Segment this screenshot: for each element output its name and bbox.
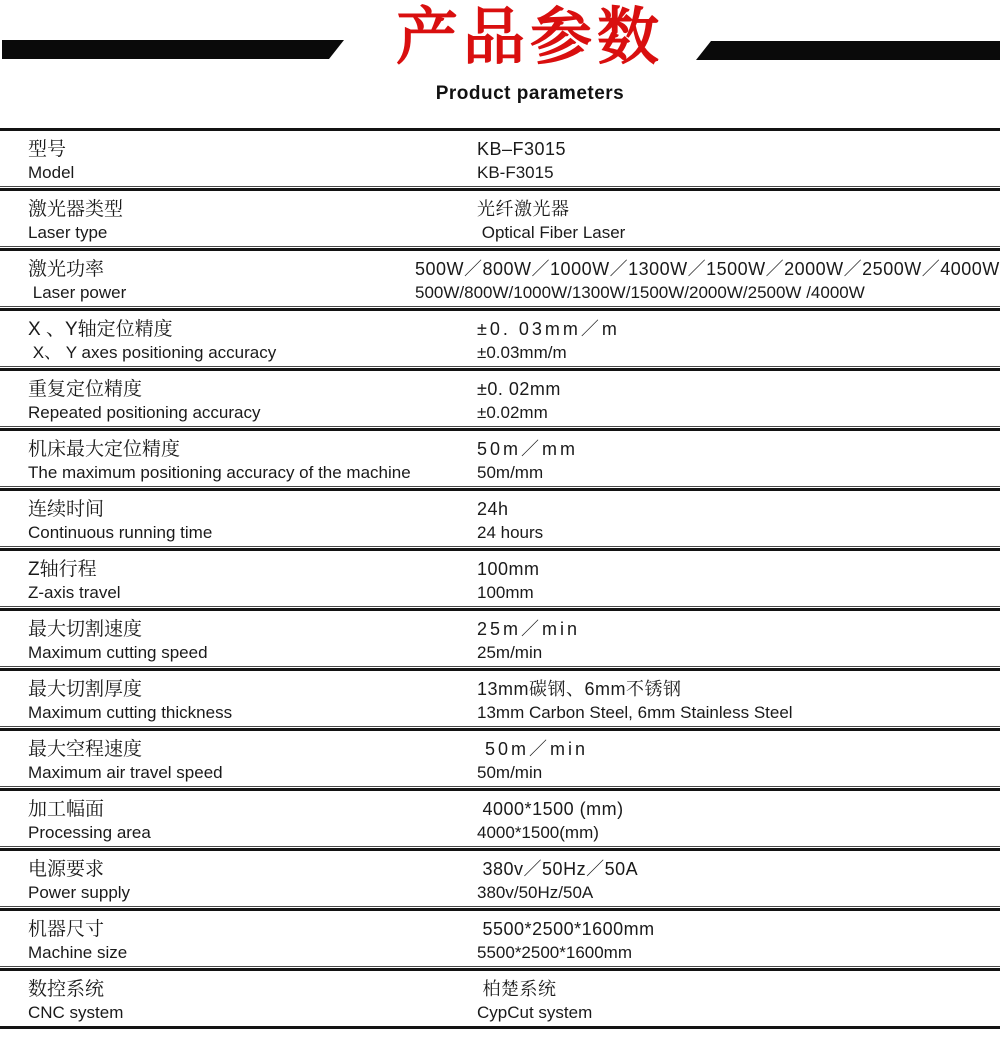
row-label-en: Maximum air travel speed bbox=[28, 763, 223, 782]
row-label-cn: 激光器类型 bbox=[28, 199, 124, 220]
row-label-cn: Z轴行程 bbox=[28, 559, 97, 580]
row-label-cn: 机器尺寸 bbox=[28, 919, 105, 940]
row-value-cn: 50m／mm bbox=[477, 439, 579, 459]
row-label-cn: 电源要求 bbox=[28, 859, 105, 880]
row-value-cell bbox=[415, 257, 1000, 304]
row-value-en: 13mm Carbon Steel, 6mm Stainless Steel bbox=[477, 703, 793, 722]
row-value-cell bbox=[477, 977, 1000, 1024]
row-value-en: 25m/min bbox=[477, 643, 543, 662]
row-label-en: Laser power bbox=[28, 283, 127, 302]
row-value-cn: ±0. 02mm bbox=[477, 379, 561, 399]
row-label-cell bbox=[28, 557, 477, 604]
row-value-cn: 500W／800W／1000W／1300W／1500W／2000W／2500W／4000W bbox=[415, 259, 1000, 279]
row-label-cell bbox=[28, 677, 477, 724]
row-value-cell bbox=[477, 437, 1000, 484]
row-value-cell bbox=[477, 797, 1000, 844]
table-row-power-supply bbox=[0, 851, 1000, 906]
row-value-cell bbox=[477, 137, 1000, 184]
row-value-en: ±0.03mm/m bbox=[477, 343, 567, 362]
row-value-en: 100mm bbox=[477, 583, 534, 602]
row-value-cn: 5500*2500*1600mm bbox=[477, 919, 655, 939]
row-label-en: X、 Y axes positioning accuracy bbox=[28, 343, 277, 362]
row-value-en: 4000*1500(mm) bbox=[477, 823, 599, 842]
row-value-cell bbox=[477, 197, 1000, 244]
row-label-en: Laser type bbox=[28, 223, 108, 242]
table-row-max-positioning-accuracy bbox=[0, 431, 1000, 486]
table-row-z-axis-travel bbox=[0, 551, 1000, 606]
row-value-en: KB-F3015 bbox=[477, 163, 554, 182]
row-value-cell bbox=[477, 857, 1000, 904]
row-label-cell bbox=[28, 437, 477, 484]
table-row-max-air-travel-speed bbox=[0, 731, 1000, 786]
row-label-cell bbox=[28, 917, 477, 964]
row-value-en: ±0.02mm bbox=[477, 403, 548, 422]
table-row-xy-positioning-accuracy bbox=[0, 311, 1000, 366]
row-label-cn: 最大切割速度 bbox=[28, 619, 143, 640]
row-label-cell bbox=[28, 377, 477, 424]
row-label-cell bbox=[28, 257, 477, 304]
row-value-cn: 50m／min bbox=[477, 739, 589, 759]
row-label-cell bbox=[28, 797, 477, 844]
row-label-cn: 型号 bbox=[28, 139, 67, 160]
row-value-cn: 光纤激光器 bbox=[477, 199, 570, 219]
row-value-cn: 100mm bbox=[477, 559, 540, 579]
row-label-cell bbox=[28, 977, 477, 1024]
row-label-cell bbox=[28, 737, 477, 784]
row-label-cn: 重复定位精度 bbox=[28, 379, 143, 400]
row-label-cell bbox=[28, 857, 477, 904]
page-header bbox=[0, 0, 1000, 128]
table-row-laser-power bbox=[0, 251, 1000, 306]
table-row-cnc-system bbox=[0, 971, 1000, 1026]
row-label-cn: 加工幅面 bbox=[28, 799, 105, 820]
row-label-cn: X 、Y轴定位精度 bbox=[28, 319, 173, 340]
row-value-cn: 24h bbox=[477, 499, 509, 519]
row-label-cell bbox=[28, 317, 477, 364]
row-label-en: Maximum cutting thickness bbox=[28, 703, 233, 722]
row-label-cell bbox=[28, 497, 477, 544]
row-value-cn: 4000*1500 (mm) bbox=[477, 799, 624, 819]
table-row-continuous-running-time bbox=[0, 491, 1000, 546]
row-value-cn: 25m／min bbox=[477, 619, 581, 639]
row-value-en: Optical Fiber Laser bbox=[477, 223, 626, 242]
row-value-cell bbox=[477, 377, 1000, 424]
row-label-cell bbox=[28, 197, 477, 244]
page-title-en: Product parameters bbox=[435, 83, 625, 104]
row-label-cn: 数控系统 bbox=[28, 979, 105, 1000]
row-label-cn: 激光功率 bbox=[28, 259, 105, 280]
row-value-cell bbox=[477, 317, 1000, 364]
row-label-en: Processing area bbox=[28, 823, 151, 842]
row-label-en: CNC system bbox=[28, 1003, 124, 1022]
row-label-en: Continuous running time bbox=[28, 523, 213, 542]
table-row-repeated-positioning-accuracy bbox=[0, 371, 1000, 426]
table-row-max-cutting-thickness bbox=[0, 671, 1000, 726]
row-label-cn: 最大空程速度 bbox=[28, 739, 143, 760]
row-label-en: The maximum positioning accuracy of the machine bbox=[28, 463, 411, 482]
row-value-en: 380v/50Hz/50A bbox=[477, 883, 594, 902]
table-row-machine-size bbox=[0, 911, 1000, 966]
row-value-cn: 380v／50Hz／50A bbox=[477, 859, 639, 879]
row-value-cn: KB–F3015 bbox=[477, 139, 567, 159]
row-value-en: 50m/min bbox=[477, 763, 543, 782]
row-value-cell bbox=[477, 737, 1000, 784]
table-row-max-cutting-speed bbox=[0, 611, 1000, 666]
row-label-cn: 机床最大定位精度 bbox=[28, 439, 181, 460]
row-label-en: Repeated positioning accuracy bbox=[28, 403, 261, 422]
row-label-cn: 连续时间 bbox=[28, 499, 105, 520]
table-row-processing-area bbox=[0, 791, 1000, 846]
row-label-en: Model bbox=[28, 163, 75, 182]
row-label-en: Maximum cutting speed bbox=[28, 643, 208, 662]
row-value-en: 500W/800W/1000W/1300W/1500W/2000W/2500W /4000W bbox=[415, 283, 865, 302]
row-value-en: 5500*2500*1600mm bbox=[477, 943, 633, 962]
row-label-en: Power supply bbox=[28, 883, 131, 902]
table-row-laser-type bbox=[0, 191, 1000, 246]
row-value-cell bbox=[477, 677, 1000, 724]
table-row-model bbox=[0, 131, 1000, 186]
row-value-en: 24 hours bbox=[477, 523, 544, 542]
row-label-cell bbox=[28, 617, 477, 664]
page-title-cn: 产品参数 bbox=[395, 3, 664, 72]
row-value-cn: 13mm碳钢、6mm不锈钢 bbox=[477, 679, 682, 699]
row-value-cn: ±0. 03mm／m bbox=[477, 319, 620, 339]
row-label-en: Z-axis travel bbox=[28, 583, 121, 602]
spec-table bbox=[0, 128, 1000, 1029]
row-value-en: CypCut system bbox=[477, 1003, 593, 1022]
row-value-cell bbox=[477, 617, 1000, 664]
table-border-bottom bbox=[0, 1026, 1000, 1029]
row-value-en: 50m/mm bbox=[477, 463, 544, 482]
row-value-cn: 柏楚系统 bbox=[477, 979, 557, 999]
row-value-cell bbox=[477, 917, 1000, 964]
row-value-cell bbox=[477, 557, 1000, 604]
row-label-en: Machine size bbox=[28, 943, 128, 962]
row-value-cell bbox=[477, 497, 1000, 544]
row-label-cn: 最大切割厚度 bbox=[28, 679, 143, 700]
row-label-cell bbox=[28, 137, 477, 184]
